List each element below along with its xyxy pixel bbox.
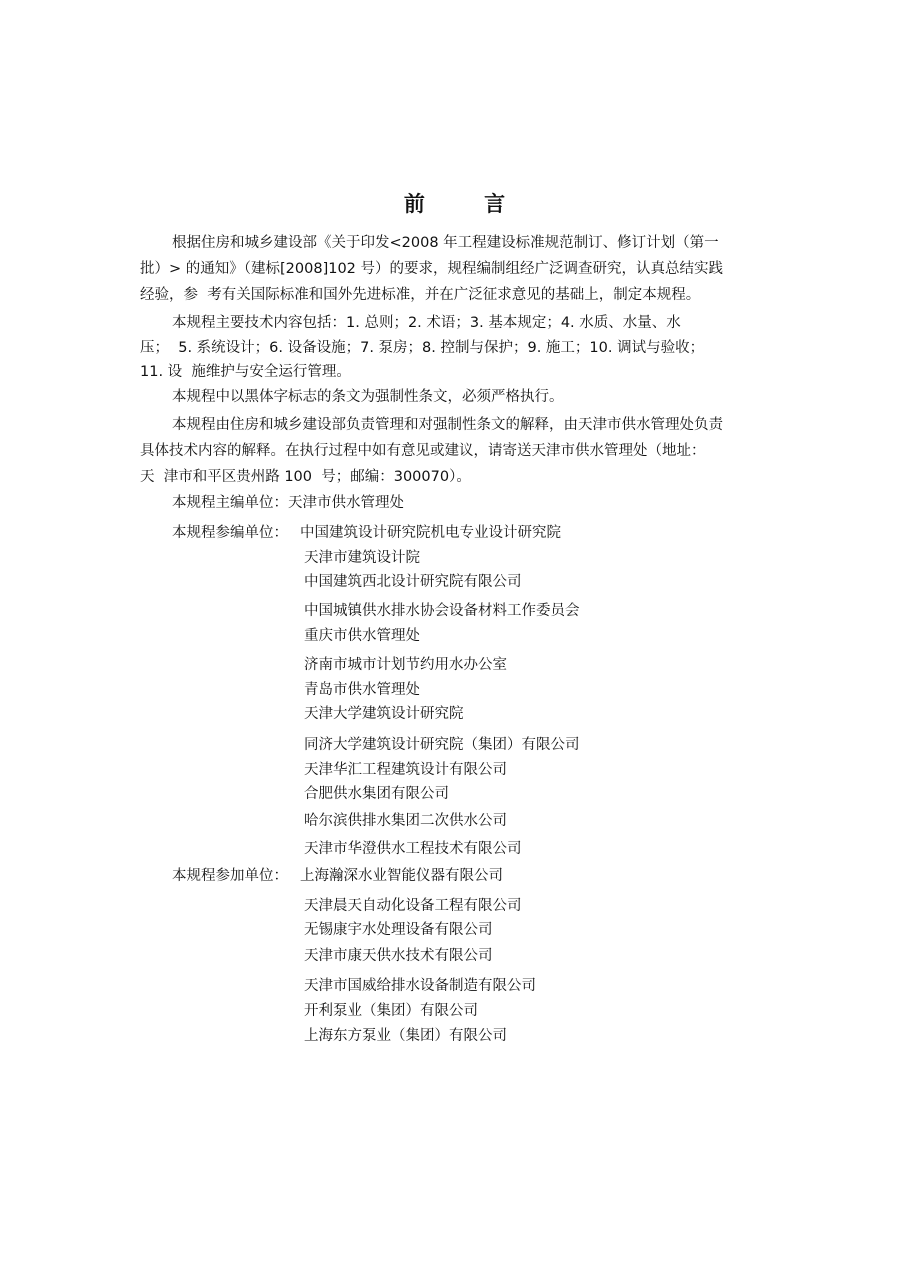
co-editor-unit: 天津大学建筑设计研究院	[304, 706, 464, 722]
co-editor-unit: 天津市华澄供水工程技术有限公司	[304, 841, 522, 857]
participant-unit: 天津晨天自动化设备工程有限公司	[304, 898, 522, 914]
co-editor-unit: 中国建筑设计研究院机电专业设计研究院	[300, 525, 561, 541]
paragraph-4-line-2: 具体技术内容的解释。在执行过程中如有意见或建议，请寄送天津市供水管理处（地址：	[140, 443, 706, 459]
participant-unit: 无锡康宇水处理设备有限公司	[304, 922, 493, 938]
co-editor-unit: 重庆市供水管理处	[304, 628, 420, 644]
paragraph-4-line-3: 天 津市和平区贵州路 100 号；邮编：300070）。	[140, 469, 471, 485]
co-editor-unit: 济南市城市计划节约用水办公室	[304, 657, 507, 673]
paragraph-2-line-2: 压； 5. 系统设计；6. 设备设施；7. 泵房；8. 控制与保护；9. 施工；10. 调试与验收；	[140, 340, 705, 356]
co-editor-unit: 合肥供水集团有限公司	[304, 786, 449, 802]
paragraph-1-line-3: 经验，参 考有关国际标准和国外先进标准，并在广泛征求意见的基础上，制定本规程。	[140, 287, 701, 303]
participants-label: 本规程参加单位：	[172, 868, 288, 884]
co-editor-unit: 哈尔滨供排水集团二次供水公司	[304, 813, 507, 829]
co-editor-unit: 天津市建筑设计院	[304, 550, 420, 566]
participant-unit: 上海瀚深水业智能仪器有限公司	[300, 868, 503, 884]
paragraph-2-line-1: 本规程主要技术内容包括：1. 总则；2. 术语；3. 基本规定；4. 水质、水量、水	[172, 315, 681, 331]
co-editor-unit: 青岛市供水管理处	[304, 682, 420, 698]
co-editor-unit: 同济大学建筑设计研究院（集团）有限公司	[304, 737, 580, 753]
participant-unit: 天津市康天供水技术有限公司	[304, 948, 493, 964]
co-editors-label: 本规程参编单位：	[172, 525, 288, 541]
chief-editor-unit: 本规程主编单位：天津市供水管理处	[172, 495, 404, 511]
co-editor-unit: 中国建筑西北设计研究院有限公司	[304, 574, 522, 590]
page-title: 前 言	[403, 191, 532, 216]
paragraph-4-line-1: 本规程由住房和城乡建设部负责管理和对强制性条文的解释，由天津市供水管理处负责	[172, 417, 723, 433]
participant-unit: 上海东方泵业（集团）有限公司	[304, 1028, 507, 1044]
participant-unit: 天津市国威给排水设备制造有限公司	[304, 978, 536, 994]
co-editor-unit: 天津华汇工程建筑设计有限公司	[304, 762, 507, 778]
paragraph-3-line-1: 本规程中以黑体字标志的条文为强制性条文，必须严格执行。	[172, 389, 564, 405]
paragraph-1-line-2: 批）> 的通知》（建标[2008]102 号）的要求，规程编制组经广泛调查研究，认真总结实践	[140, 261, 724, 277]
participant-unit: 开利泵业（集团）有限公司	[304, 1003, 478, 1019]
paragraph-1-line-1: 根据住房和城乡建设部《关于印发<2008 年工程建设标准规范制订、修订计划（第一	[172, 235, 719, 251]
paragraph-2-line-3: 11. 设 施维护与安全运行管理。	[140, 364, 351, 380]
co-editor-unit: 中国城镇供水排水协会设备材料工作委员会	[304, 603, 580, 619]
